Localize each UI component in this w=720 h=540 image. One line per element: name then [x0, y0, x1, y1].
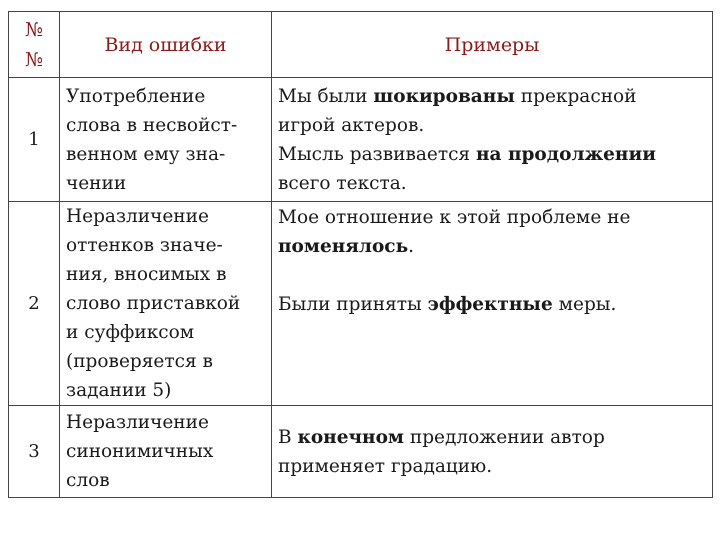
- highlighted-word: поменялось: [278, 236, 409, 257]
- example-line: игрой актеров.: [278, 114, 425, 136]
- row-number: 3: [9, 406, 60, 498]
- table-row: [9, 78, 713, 202]
- header-number: [9, 12, 60, 78]
- error-type-line: и суффиксом: [66, 322, 195, 343]
- error-type-cell: [60, 406, 272, 498]
- error-type-line: Неразличение: [66, 206, 209, 227]
- examples-cell: [272, 78, 713, 202]
- header-examples: Примеры: [272, 12, 713, 78]
- table-header-row: [9, 12, 713, 78]
- highlighted-word: шокированы: [373, 85, 515, 107]
- error-type-line: чении: [66, 172, 127, 194]
- error-type-line: Употребление: [66, 85, 206, 107]
- error-type-line: ния, вносимых в: [66, 264, 227, 285]
- row-number: 1: [9, 78, 60, 202]
- table-row: [9, 202, 713, 406]
- error-type-line: слова в несвойст-: [66, 114, 238, 136]
- error-type-line: задании 5): [66, 380, 172, 401]
- header-error-type: Вид ошибки: [60, 12, 272, 78]
- header-number-line2: №: [25, 48, 43, 71]
- example-line: поменялось.: [278, 236, 415, 257]
- example-line: Мы были шокированы прекрасной: [278, 85, 637, 107]
- error-type-line: венном ему зна-: [66, 143, 226, 165]
- error-type-cell: [60, 202, 272, 406]
- row-number: 2: [9, 202, 60, 406]
- error-type-line: Неразличение: [66, 412, 209, 433]
- highlighted-word: на продолжении: [475, 143, 656, 165]
- header-number-line1: №: [25, 18, 43, 41]
- example-line: применяет градацию.: [278, 455, 493, 477]
- error-type-line: (проверяется в: [66, 351, 213, 372]
- example-spacer: [278, 261, 706, 290]
- error-type-line: слово приставкой: [66, 293, 241, 314]
- table-row: [9, 406, 713, 498]
- error-type-line: слов: [66, 470, 110, 491]
- example-line: Мое отношение к этой проблеме не: [278, 207, 631, 228]
- example-line: В конечном предложении автор: [278, 426, 605, 448]
- example-line: Были приняты эффектные меры.: [278, 294, 617, 315]
- example-line: всего текста.: [278, 172, 407, 194]
- error-type-cell: [60, 78, 272, 202]
- highlighted-word: эффектные: [427, 294, 553, 315]
- highlighted-word: конечном: [297, 426, 404, 448]
- example-line: Мысль развивается на продолжении: [278, 143, 656, 165]
- error-type-line: синонимичных: [66, 441, 214, 462]
- examples-cell: [272, 406, 713, 498]
- errors-table: [8, 11, 713, 498]
- examples-cell: [272, 202, 713, 406]
- error-type-line: оттенков значе-: [66, 235, 223, 256]
